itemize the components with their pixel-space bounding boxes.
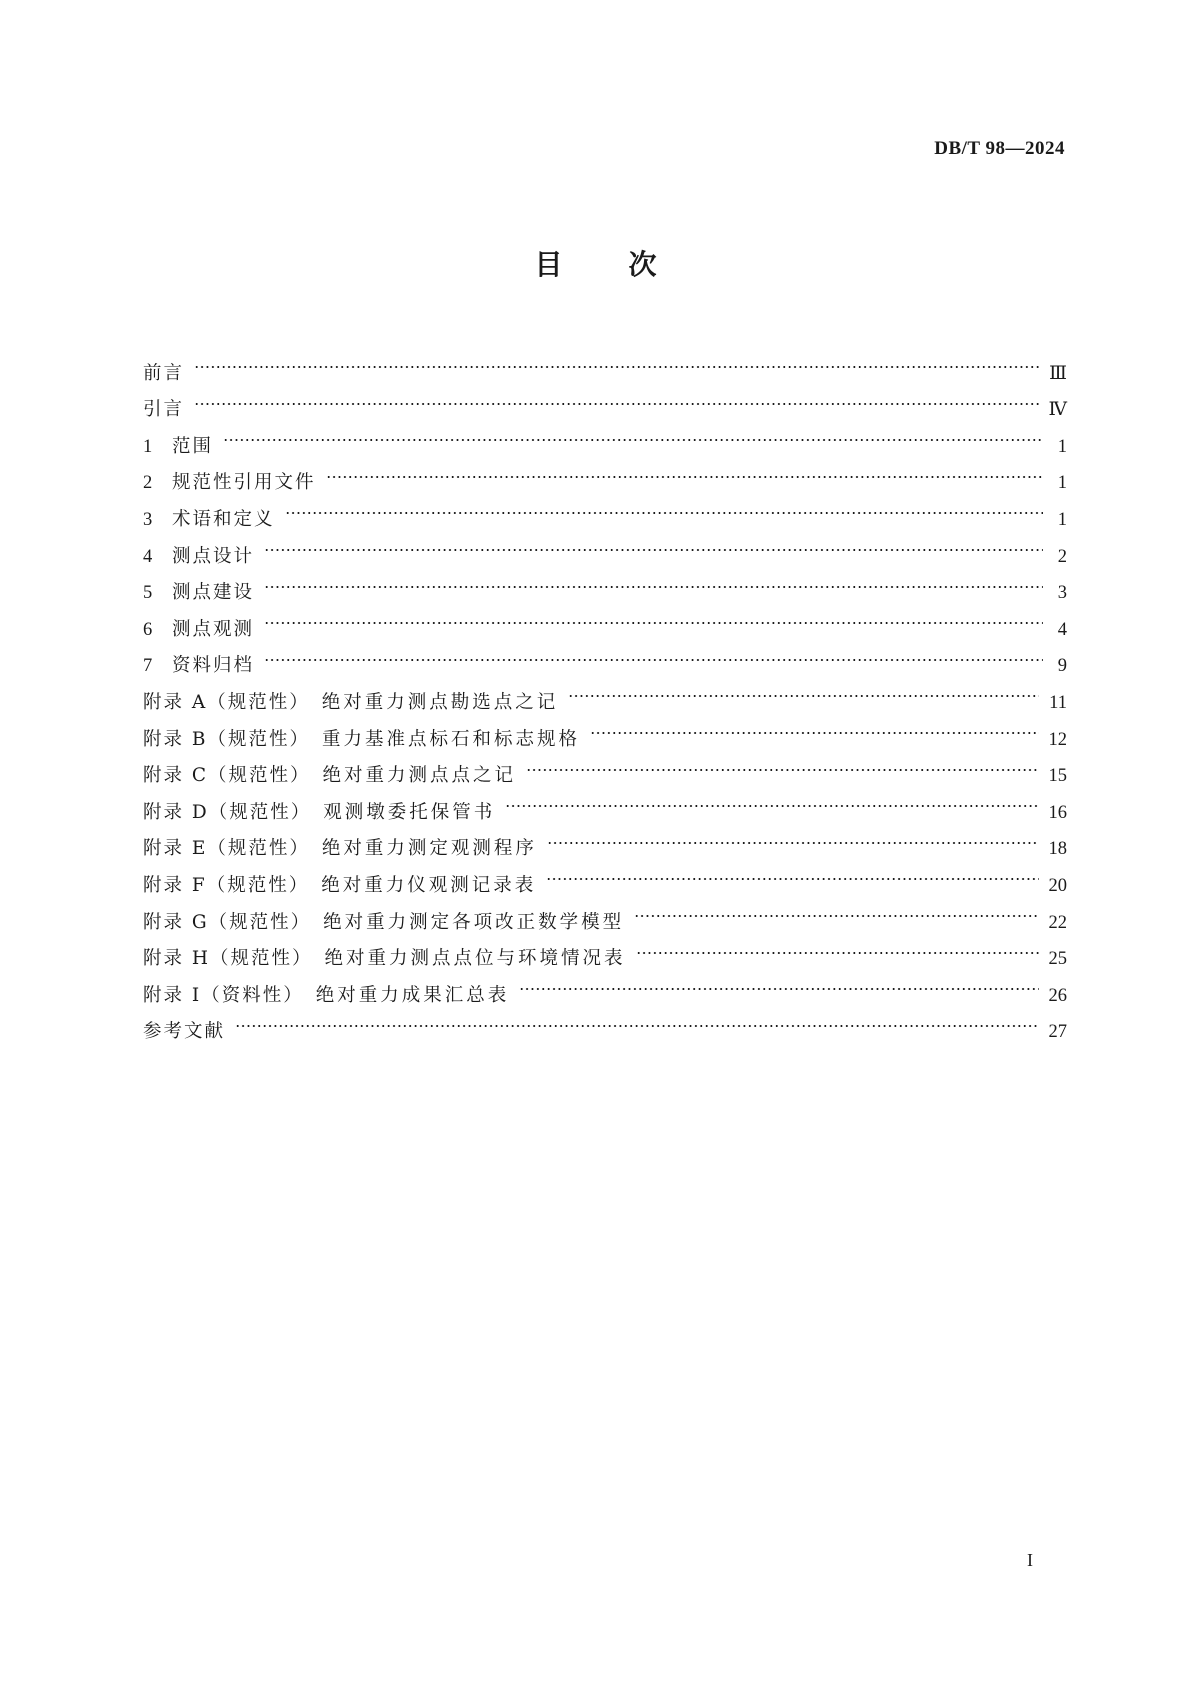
toc-entry-subtitle: 绝对重力测点勘选点之记 (321, 691, 559, 713)
toc-dot-leader (264, 598, 1043, 635)
toc-dot-leader (547, 818, 1039, 855)
toc-entry-label: 附录 H（规范性） (143, 948, 313, 970)
toc-entry[interactable] (143, 379, 1067, 421)
toc-entry-page: 4 (1057, 619, 1067, 640)
toc-entry[interactable] (143, 342, 1067, 384)
toc-dot-leader (634, 891, 1038, 928)
toc-entry-label: 范围 (172, 435, 214, 457)
toc-entry-page: 3 (1057, 583, 1067, 604)
toc-entry[interactable] (143, 415, 1067, 457)
toc-entry-label: 测点建设 (172, 582, 255, 604)
toc-entry-page: 15 (1048, 766, 1067, 787)
toc-dot-leader (235, 1001, 1038, 1038)
toc-entry-label: 附录 B（规范性） (143, 728, 310, 750)
toc-entry-number: 6 (143, 619, 153, 640)
toc-entry-label: 前言 (143, 362, 185, 384)
toc-entry-page: 18 (1048, 839, 1067, 860)
toc-entry-subtitle: 绝对重力测定观测程序 (321, 838, 537, 860)
toc-entry-page: Ⅲ (1049, 363, 1067, 384)
toc-entry-page: 25 (1048, 949, 1067, 970)
toc-entry-label: 附录 C（规范性） (143, 765, 311, 787)
toc-dot-leader (194, 379, 1039, 416)
toc-entry-label: 测点设计 (172, 545, 255, 567)
toc-entry[interactable] (143, 635, 1067, 677)
toc-dot-leader (519, 964, 1038, 1001)
toc-entry-label: 规范性引用文件 (172, 472, 316, 494)
toc-entry[interactable] (143, 452, 1067, 494)
page-title: 目次 (534, 248, 723, 281)
toc-entry-label: 附录 A（规范性） (143, 691, 310, 713)
toc-entry-label: 附录 E（规范性） (143, 838, 310, 860)
toc-entry-number: 3 (143, 509, 153, 530)
toc-entry-label: 资料归档 (172, 655, 255, 677)
toc-entry[interactable] (143, 1001, 1067, 1043)
toc-entry-label: 参考文献 (143, 1021, 226, 1043)
toc-entry-label: 附录 F（规范性） (143, 874, 310, 896)
toc-dot-leader (526, 745, 1038, 782)
toc-dot-leader (326, 452, 1043, 489)
toc-dot-leader (636, 928, 1039, 965)
toc-entry-page: 1 (1057, 473, 1067, 494)
toc-entry-subtitle: 绝对重力测定各项改正数学模型 (323, 911, 625, 933)
toc-entry[interactable] (143, 562, 1067, 604)
toc-entry-page: 20 (1048, 875, 1067, 896)
toc-dot-leader (568, 671, 1039, 708)
toc-entry-page: 26 (1048, 985, 1067, 1006)
toc-entry-page: 2 (1057, 546, 1067, 567)
toc-dot-leader (264, 525, 1043, 562)
toc-entry-label: 测点观测 (172, 618, 255, 640)
toc-entry-page: 9 (1057, 656, 1067, 677)
toc-entry-number: 2 (143, 473, 153, 494)
toc-dot-leader (264, 562, 1043, 599)
toc-entry[interactable] (143, 525, 1067, 567)
toc-dot-leader (223, 415, 1043, 452)
toc-entry[interactable] (143, 671, 1067, 713)
toc-entry-label: 附录 I（资料性） (143, 984, 304, 1006)
toc-entry-number: 5 (143, 583, 153, 604)
toc-entry-subtitle: 绝对重力测点点之记 (322, 765, 517, 787)
toc-dot-leader (194, 342, 1039, 379)
toc-entry-label: 附录 D（规范性） (143, 801, 312, 823)
toc-entry-page: 27 (1048, 1022, 1067, 1043)
table-of-contents (143, 342, 1067, 1043)
toc-entry-page: 11 (1049, 692, 1067, 713)
toc-entry-label: 术语和定义 (172, 508, 275, 530)
toc-entry-page: 12 (1048, 729, 1067, 750)
toc-entry-number: 7 (143, 656, 153, 677)
toc-entry-subtitle: 绝对重力仪观测记录表 (321, 874, 537, 896)
toc-entry-subtitle: 观测墩委托保管书 (323, 801, 496, 823)
page-number: I (1027, 1550, 1033, 1570)
toc-dot-leader (264, 635, 1043, 672)
toc-dot-leader (285, 488, 1043, 525)
toc-entry-page: Ⅳ (1048, 400, 1067, 421)
toc-entry-subtitle: 绝对重力测点点位与环境情况表 (324, 948, 626, 970)
toc-entry-label: 引言 (143, 399, 185, 421)
toc-entry-number: 4 (143, 546, 153, 567)
toc-dot-leader (505, 781, 1038, 818)
toc-entry-page: 16 (1048, 802, 1067, 823)
toc-entry-label: 附录 G（规范性） (143, 911, 312, 933)
toc-entry-page: 1 (1057, 436, 1067, 457)
toc-entry[interactable] (143, 598, 1067, 640)
toc-dot-leader (590, 708, 1039, 745)
toc-dot-leader (546, 854, 1038, 891)
toc-entry-page: 22 (1048, 912, 1067, 933)
document-code: DB/T 98—2024 (934, 138, 1065, 159)
toc-entry-number: 1 (143, 436, 153, 457)
toc-entry-subtitle: 重力基准点标石和标志规格 (321, 728, 580, 750)
toc-entry-subtitle: 绝对重力成果汇总表 (315, 984, 510, 1006)
toc-entry-page: 1 (1057, 509, 1067, 530)
